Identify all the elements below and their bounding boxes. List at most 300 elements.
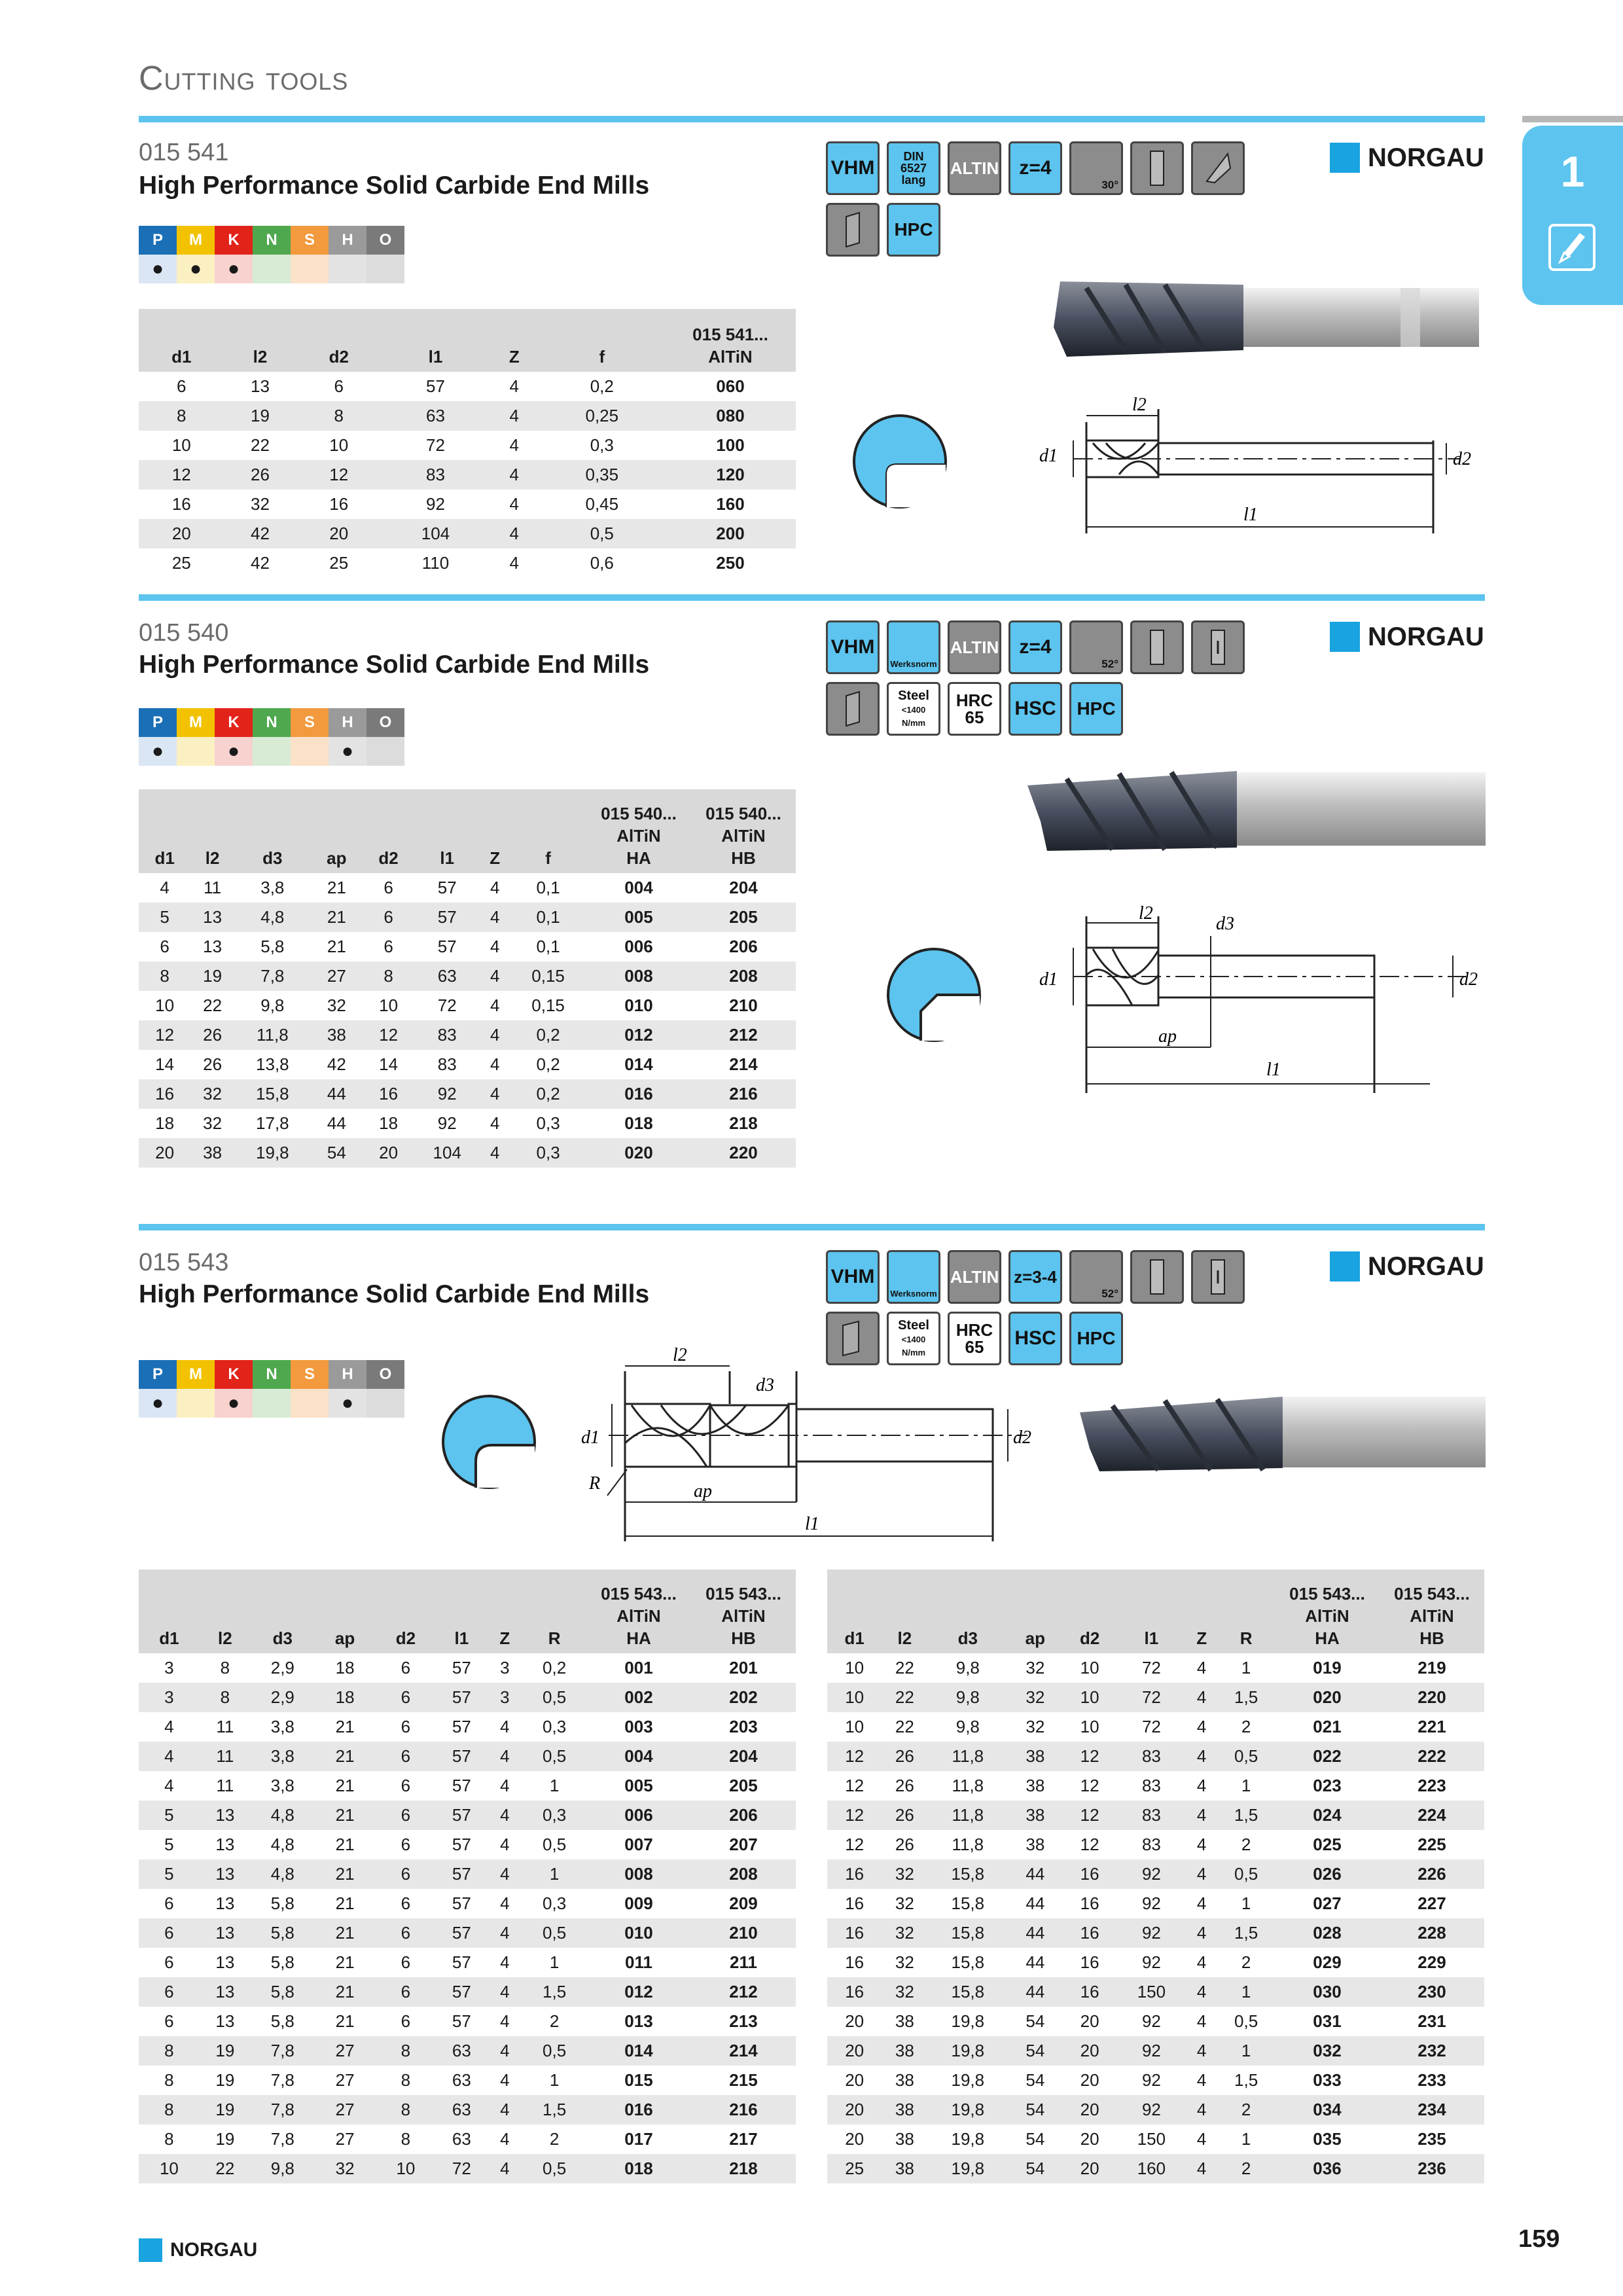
table-cell: 32 (251, 494, 270, 514)
table-cell: 225 (1418, 1835, 1446, 1854)
table-cell: 1,5 (522, 1977, 586, 2007)
table-cell: 0,5 (1217, 1859, 1275, 1889)
table-cell: 002 (586, 1683, 691, 1712)
table-cell: 21 (327, 878, 346, 897)
col-header: d2 (296, 309, 382, 372)
table-row (139, 431, 796, 460)
shank-icon (1130, 620, 1184, 674)
table-cell: 20 (363, 1138, 414, 1168)
material-dot: ● (139, 255, 177, 283)
table-cell: 72 (1141, 1717, 1161, 1736)
material-dot (253, 737, 291, 766)
table-cell: 216 (691, 2095, 796, 2125)
table-cell: 57 (414, 903, 480, 932)
table-cell: 8 (139, 401, 224, 431)
table-cell: 72 (437, 996, 457, 1015)
table-cell: 0,15 (510, 961, 586, 991)
technical-drawing (1034, 890, 1486, 1093)
table-cell: 32 (895, 1952, 914, 1972)
material-o: O (366, 1360, 404, 1389)
material-m: M (177, 226, 215, 255)
product-title: High Performance Solid Carbide End Mills (139, 651, 650, 679)
table-cell: 13 (190, 903, 234, 932)
table-cell: 1 (1241, 2129, 1251, 2149)
table-cell: 92 (426, 494, 445, 514)
table-row (827, 1918, 1484, 1948)
table-cell: 006 (624, 937, 653, 956)
dim-d3: d3 (1216, 914, 1234, 934)
table-cell: 6 (363, 903, 414, 932)
altin-badge: ALTIN (948, 1250, 1001, 1304)
table-cell: 4 (490, 1054, 500, 1074)
col-header: 015 540... AlTiN HA (586, 789, 691, 873)
table-cell: 4 (160, 878, 169, 897)
product-title: High Performance Solid Carbide End Mills (139, 1280, 650, 1308)
table-cell: 0,2 (543, 1658, 567, 1677)
table-cell: 1,5 (1217, 1683, 1275, 1712)
table-cell: 63 (452, 2070, 471, 2090)
material-m: M (177, 708, 215, 737)
table-row (139, 2154, 796, 2183)
material-n: N (253, 1360, 291, 1389)
table-cell: 6 (139, 1918, 200, 1948)
col-header: d3 (927, 1570, 1008, 1653)
table-cell: 019 (1313, 1658, 1342, 1677)
table-cell: 3,8 (270, 1776, 294, 1795)
table-cell: 20 (827, 2095, 882, 2125)
table-cell: 9,8 (260, 996, 285, 1015)
table-cell: 6 (383, 878, 393, 897)
table-cell: 21 (335, 1776, 355, 1795)
table-cell: 17,8 (256, 1113, 289, 1133)
table-cell: 19,8 (951, 2070, 985, 2090)
table-cell: 3 (500, 1658, 510, 1677)
table-cell: 212 (691, 1020, 796, 1050)
table-cell: 4,8 (270, 1835, 294, 1854)
table-cell: 8 (139, 2095, 200, 2125)
table-cell: 1 (1217, 1977, 1275, 2007)
table-cell: 7,8 (234, 961, 311, 991)
tool-photo (1047, 268, 1479, 367)
table-cell: 27 (311, 961, 363, 991)
table-cell: 4 (480, 903, 510, 932)
table-cell: 2 (1241, 1717, 1251, 1736)
table-cell: 5 (164, 1835, 174, 1854)
table-cell: 19,8 (951, 2011, 985, 2031)
table-cell: 26 (224, 460, 296, 490)
table-cell: 215 (729, 2070, 758, 2090)
table-cell: 018 (624, 1113, 653, 1133)
table-cell: 4 (487, 1859, 522, 1889)
table-cell: 202 (691, 1683, 796, 1712)
table-cell: 38 (190, 1138, 234, 1168)
table-cell: 42 (251, 553, 270, 573)
table-row (139, 1977, 796, 2007)
table-cell: 1 (549, 2070, 560, 2090)
table-cell: 8 (164, 2129, 174, 2149)
table-row (139, 1859, 796, 1889)
material-m: M (177, 1360, 215, 1389)
table-cell: 20 (1062, 2154, 1116, 2183)
table-cell: 0,1 (536, 937, 560, 956)
table-cell: 22 (251, 435, 270, 455)
table-cell: 19,8 (234, 1138, 311, 1168)
table-cell: 20 (845, 2070, 865, 2090)
table-row (139, 401, 796, 431)
table-cell: 4 (490, 996, 500, 1015)
table-cell: 54 (1026, 2129, 1045, 2149)
table-row (827, 2007, 1484, 2036)
table-row (827, 1830, 1484, 1859)
table-cell: 3 (139, 1683, 200, 1712)
table-cell: 92 (1141, 1893, 1161, 1913)
table-cell: 32 (327, 996, 346, 1015)
table-cell: 4 (509, 494, 519, 514)
table-cell: 57 (436, 1977, 487, 2007)
table-cell: 4 (500, 1952, 510, 1972)
table-cell: 6 (401, 1776, 411, 1795)
table-cell: 11,8 (927, 1801, 1008, 1830)
table-cell: 63 (452, 2129, 471, 2149)
table-cell: 1,5 (1234, 2070, 1258, 2090)
vhm-badge: VHM (826, 620, 880, 674)
table-cell: 8 (220, 1658, 230, 1677)
table-cell: 8 (139, 961, 190, 991)
table-row (139, 1918, 796, 1948)
table-cell: 080 (665, 401, 796, 431)
col-header: 015 540... AlTiN HB (691, 789, 796, 873)
table-cell: 208 (691, 1859, 796, 1889)
col-header: l1 (414, 789, 480, 873)
table-cell: 4 (1186, 1918, 1217, 1948)
table-cell: 218 (729, 1113, 758, 1133)
table-cell: 235 (1418, 2129, 1446, 2149)
table-cell: 13 (200, 1918, 251, 1948)
table-cell: 4 (1196, 1776, 1207, 1795)
table-cell: 220 (691, 1138, 796, 1168)
table-cell: 22 (200, 2154, 251, 2183)
col-header: l1 (436, 1570, 487, 1653)
table-cell: 205 (691, 903, 796, 932)
flute-icon (826, 682, 880, 736)
table-cell: 4 (500, 2129, 510, 2149)
table-cell: 025 (1313, 1835, 1342, 1854)
table-cell: 219 (1418, 1658, 1446, 1677)
table-cell: 4 (490, 878, 500, 897)
table-cell: 036 (1275, 2154, 1380, 2183)
table-cell: 0,5 (522, 2036, 586, 2066)
table-cell: 007 (624, 1835, 653, 1854)
table-cell: 92 (1117, 1918, 1186, 1948)
table-cell: 54 (311, 1138, 363, 1168)
material-h: H (329, 708, 366, 737)
table-cell: 2,9 (251, 1683, 315, 1712)
table-cell: 006 (586, 1801, 691, 1830)
technical-drawing (1034, 383, 1486, 533)
col-header: ap (1008, 1570, 1062, 1653)
table-cell: 13 (200, 1801, 251, 1830)
corner-shape-icon (440, 1393, 538, 1491)
table-cell: 4 (490, 460, 539, 490)
table-cell: 5,8 (270, 1952, 294, 1972)
table-cell: 110 (421, 553, 450, 573)
table-cell: 104 (414, 1138, 480, 1168)
table-cell: 3 (164, 1658, 174, 1677)
table-cell: 32 (1026, 1658, 1045, 1677)
table-row (827, 1948, 1484, 1977)
table-cell: 10 (155, 996, 175, 1015)
table-cell: 1 (549, 1952, 560, 1972)
material-dot: ● (329, 737, 366, 766)
table-cell: 3 (487, 1683, 522, 1712)
col-header: R (522, 1570, 586, 1653)
material-dot: ● (329, 1389, 366, 1418)
table-cell: 12 (363, 1020, 414, 1050)
table-cell: 4 (490, 401, 539, 431)
table-cell: 83 (414, 1020, 480, 1050)
table-cell: 6 (401, 1717, 411, 1736)
table-cell: 160 (716, 494, 745, 514)
table-cell: 38 (882, 2036, 927, 2066)
table-cell: 92 (437, 1113, 457, 1133)
table-cell: 12 (845, 1776, 865, 1795)
table-cell: 0,5 (522, 1918, 586, 1948)
table-cell: 033 (1313, 2070, 1342, 2090)
table-cell: 204 (729, 878, 758, 897)
table-cell: 027 (1313, 1893, 1342, 1913)
table-cell: 20 (845, 2011, 865, 2031)
material-dot (366, 255, 404, 283)
tab-rule (1522, 116, 1623, 122)
table-cell: 0,35 (539, 460, 665, 490)
table-cell: 120 (665, 460, 796, 490)
table-cell: 201 (729, 1658, 758, 1677)
table-cell: 008 (586, 961, 691, 991)
table-cell: 10 (171, 435, 191, 455)
table-cell: 32 (203, 1113, 223, 1133)
dim-l1: l1 (805, 1514, 819, 1534)
table-cell: 16 (139, 1079, 190, 1109)
table-cell: 27 (315, 2036, 376, 2066)
table-cell: 5,8 (270, 1893, 294, 1913)
table-cell: 12 (1080, 1776, 1099, 1795)
cutting-edge-icon (1191, 141, 1245, 195)
col-header: d2 (376, 1570, 437, 1653)
shank-flat-icon (1191, 1250, 1245, 1304)
table-cell: 204 (691, 1742, 796, 1771)
table-cell: 6 (401, 1952, 411, 1972)
dim-d2: d2 (1453, 449, 1471, 469)
table-cell: 19,8 (927, 2095, 1008, 2125)
material-dot (329, 255, 366, 283)
table-cell: 221 (1418, 1717, 1446, 1736)
product-table-right (827, 1570, 1484, 2183)
table-cell: 32 (315, 2154, 376, 2183)
table-cell: 21 (335, 1952, 355, 1972)
table-cell: 4 (480, 1020, 510, 1050)
table-row (139, 873, 796, 903)
table-cell: 38 (1008, 1801, 1062, 1830)
table-cell: 4 (500, 1835, 510, 1854)
table-row (139, 1801, 796, 1830)
table-cell: 21 (335, 1717, 355, 1736)
table-cell: 21 (315, 1977, 376, 2007)
table-row (139, 1830, 796, 1859)
table-cell: 10 (845, 1717, 865, 1736)
table-cell: 16 (827, 1977, 882, 2007)
table-cell: 4 (500, 1717, 510, 1736)
table-cell: 4 (509, 553, 519, 573)
table-cell: 21 (315, 1801, 376, 1830)
table-cell: 223 (1418, 1776, 1446, 1795)
table-cell: 2 (1217, 2154, 1275, 2183)
table-cell: 4 (1186, 1801, 1217, 1830)
brand-logo: NORGAU (1330, 622, 1484, 652)
table-cell: 218 (691, 2154, 796, 2183)
table-cell: 016 (586, 2095, 691, 2125)
section-rule (139, 594, 1485, 601)
table-cell: 5 (139, 903, 190, 932)
table-cell: 15,8 (951, 1952, 985, 1972)
table-cell: 7,8 (270, 2070, 294, 2090)
table-row (139, 490, 796, 519)
table-cell: 1 (549, 1776, 560, 1795)
table-cell: 15,8 (234, 1079, 311, 1109)
table-cell: 2 (549, 2129, 560, 2149)
table-cell: 211 (730, 1952, 757, 1972)
col-header: d3 (251, 1570, 315, 1653)
table-cell: 13 (200, 1859, 251, 1889)
table-cell: 4 (1196, 1717, 1207, 1736)
table-cell: 8 (376, 2095, 437, 2125)
table-cell: 210 (729, 996, 758, 1015)
table-cell: 11 (200, 1742, 251, 1771)
col-header: ap (315, 1570, 376, 1653)
table-cell: 4 (487, 2095, 522, 2125)
col-header: l1 (382, 309, 490, 372)
flutes-badge: z=4 (1008, 141, 1062, 195)
flutes-badge: z=4 (1008, 620, 1062, 674)
table-cell: 4 (500, 1893, 510, 1913)
product-table (139, 789, 796, 1168)
table-row (827, 1801, 1484, 1830)
table-cell: 21 (335, 2011, 355, 2031)
table-cell: 4 (1186, 2036, 1217, 2066)
table-cell: 15,8 (927, 1977, 1008, 2007)
table-cell: 216 (691, 1079, 796, 1109)
table-cell: 0,3 (522, 1801, 586, 1830)
table-cell: 57 (426, 376, 445, 396)
material-dot: ● (139, 1389, 177, 1418)
chapter-tab[interactable] (1522, 126, 1623, 305)
table-cell: 6 (401, 1835, 411, 1854)
table-cell: 20 (1080, 2011, 1099, 2031)
table-cell: 0,15 (531, 996, 565, 1015)
table-cell: 42 (327, 1054, 346, 1074)
material-dot: ● (215, 255, 253, 283)
dim-l1: l1 (1266, 1060, 1281, 1080)
table-cell: 27 (335, 2129, 355, 2149)
material-k: K (215, 226, 253, 255)
table-cell: 0,6 (590, 553, 614, 573)
table-cell: 4 (1186, 2095, 1217, 2125)
table-cell: 160 (1117, 2154, 1186, 2183)
shank-flat-icon (1191, 620, 1245, 674)
table-cell: 22 (882, 1683, 927, 1712)
table-cell: 4 (509, 435, 519, 455)
din-badge: DIN 6527 lang (887, 141, 940, 195)
table-cell: 18 (335, 1658, 355, 1677)
material-o: O (366, 226, 404, 255)
material-dot (366, 737, 404, 766)
table-cell: 4 (487, 1801, 522, 1830)
table-cell: 0,2 (510, 1020, 586, 1050)
material-p: P (139, 708, 177, 737)
col-header: d1 (139, 309, 224, 372)
material-dot (291, 255, 329, 283)
col-header: 015 543... AlTiN HA (586, 1570, 691, 1653)
table-cell: 11,8 (952, 1835, 984, 1854)
table-cell: 250 (716, 553, 745, 573)
table-cell: 22 (203, 996, 223, 1015)
table-cell: 8 (376, 2036, 437, 2066)
table-cell: 57 (452, 2011, 471, 2031)
material-dot: ● (139, 737, 177, 766)
table-cell: 231 (1418, 2011, 1446, 2031)
material-dot: ● (215, 1389, 253, 1418)
table-row (139, 1683, 796, 1712)
table-cell: 217 (729, 2129, 758, 2149)
vhm-badge: VHM (826, 141, 880, 195)
header-rule (139, 116, 1485, 122)
table-cell: 20 (1080, 2070, 1099, 2090)
table-cell: 27 (335, 2070, 355, 2090)
altin-badge: ALTIN (948, 141, 1001, 195)
table-cell: 21 (335, 1835, 355, 1854)
table-cell: 83 (1141, 1776, 1161, 1795)
material-dot (253, 1389, 291, 1418)
table-cell: 32 (882, 1918, 927, 1948)
table-cell: 16 (329, 494, 349, 514)
table-cell: 20 (1062, 2095, 1116, 2125)
table-row (827, 1771, 1484, 1801)
table-cell: 25 (171, 553, 191, 573)
table-cell: 021 (1313, 1717, 1342, 1736)
table-cell: 44 (1008, 1859, 1062, 1889)
material-groups (139, 1360, 404, 1418)
table-cell: 026 (1275, 1859, 1380, 1889)
table-cell: 6 (401, 2011, 411, 2031)
table-cell: 0,3 (510, 1138, 586, 1168)
table-cell: 15,8 (951, 1893, 985, 1913)
material-s: S (291, 1360, 329, 1389)
table-row (827, 1889, 1484, 1918)
table-cell: 20 (1062, 2036, 1116, 2066)
table-row (139, 2007, 796, 2036)
product-code: 015 540 (139, 619, 229, 647)
table-cell: 1 (1241, 1658, 1251, 1677)
table-cell: 0,1 (510, 903, 586, 932)
table-cell: 44 (1008, 1977, 1062, 2007)
table-cell: 16 (1062, 1977, 1116, 2007)
table-cell: 0,3 (543, 1717, 567, 1736)
material-s: S (291, 708, 329, 737)
page-header-title: Cutting tools (139, 60, 349, 98)
table-cell: 92 (414, 1079, 480, 1109)
material-h: H (329, 1360, 366, 1389)
material-groups (139, 226, 404, 283)
table-row (139, 1742, 796, 1771)
